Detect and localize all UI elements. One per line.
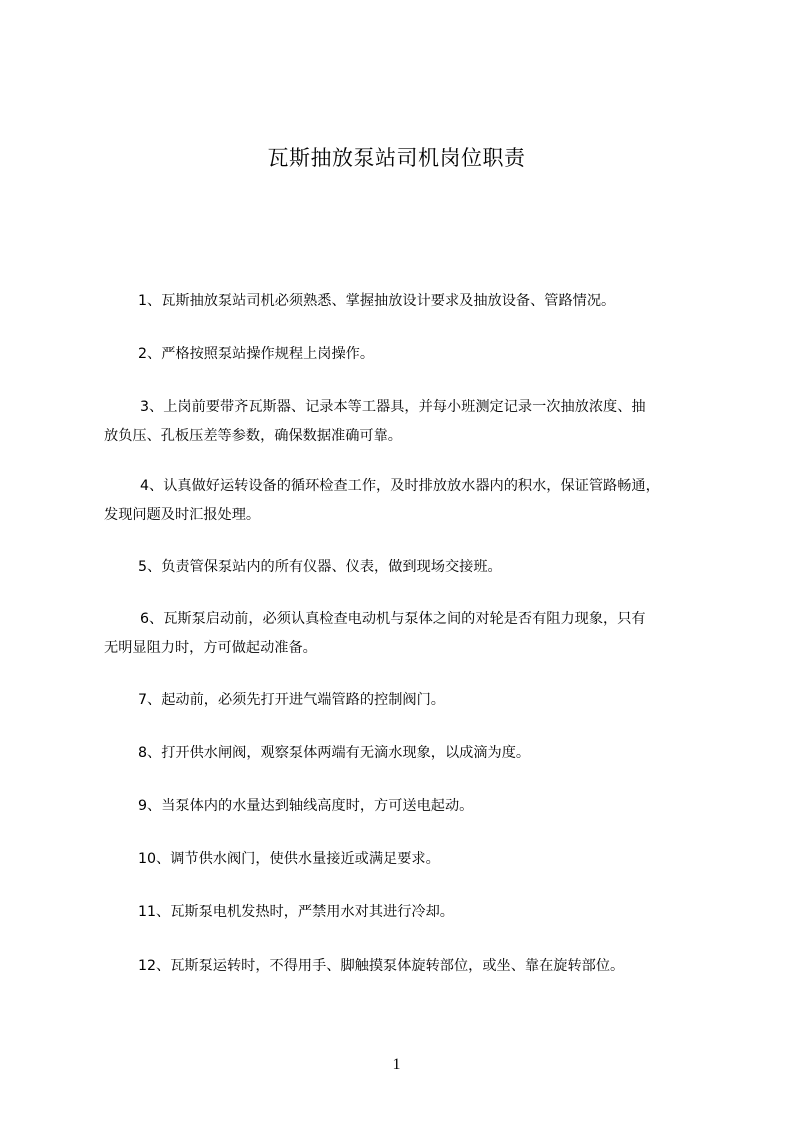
duty-item-10-line-1: 10、调节供水阀门，使供水量接近或满足要求。 — [138, 851, 440, 867]
duty-item-6-line-1: 6、瓦斯泵启动前，必须认真检查电动机与泵体之间的对轮是否有阻力现象，只有 — [140, 611, 646, 627]
duty-item-3-line-1: 3、上岗前要带齐瓦斯器、记录本等工器具，并每小班测定记录一次抽放浓度、抽 — [140, 399, 646, 415]
duty-item-1 — [138, 287, 615, 316]
duty-item-3-line-2: 放负压、孔板压差等参数，确保数据准确可靠。 — [104, 428, 402, 444]
duty-item-8-line-1: 8、打开供水闸阀，观察泵体两端有无滴水现象，以成滴为度。 — [138, 745, 531, 761]
duty-item-11-line-1: 11、瓦斯泵电机发热时，严禁用水对其进行冷却。 — [138, 904, 454, 920]
page-number: 1 — [392, 1056, 401, 1073]
duty-item-9 — [138, 792, 473, 821]
duty-item-4-line-2: 发现问题及时汇报处理。 — [104, 507, 261, 523]
duty-item-4 — [104, 472, 660, 530]
duty-item-12 — [138, 952, 624, 981]
duty-item-10 — [138, 845, 440, 874]
duty-item-3 — [104, 393, 646, 451]
duty-item-2-line-1: 2、严格按照泵站操作规程上岗操作。 — [138, 346, 375, 362]
duty-item-7-line-1: 7、起动前，必须先打开进气端管路的控制阀门。 — [138, 692, 445, 708]
document-title: 瓦斯抽放泵站司机岗位职责 — [267, 146, 526, 170]
duty-item-4-line-1: 4、认真做好运转设备的循环检查工作，及时排放放水器内的积水，保证管路畅通， — [140, 478, 660, 494]
duty-item-6-line-2: 无明显阻力时，方可做起动准备。 — [104, 640, 317, 656]
duty-item-12-line-1: 12、瓦斯泵运转时，不得用手、脚触摸泵体旋转部位，或坐、靠在旋转部位。 — [138, 958, 625, 974]
duty-item-8 — [138, 739, 530, 768]
duty-item-11 — [138, 898, 454, 927]
duty-item-2 — [138, 340, 374, 369]
duty-item-9-line-1: 9、当泵体内的水量达到轴线高度时，方可送电起动。 — [138, 798, 474, 814]
duty-item-7 — [138, 686, 445, 715]
duty-item-5 — [138, 553, 502, 582]
duty-item-5-line-1: 5、负责管保泵站内的所有仪器、仪表，做到现场交接班。 — [138, 559, 502, 575]
duty-item-1-line-1: 1、瓦斯抽放泵站司机必须熟悉、掌握抽放设计要求及抽放设备、管路情况。 — [138, 293, 616, 309]
duty-item-6 — [104, 605, 646, 663]
